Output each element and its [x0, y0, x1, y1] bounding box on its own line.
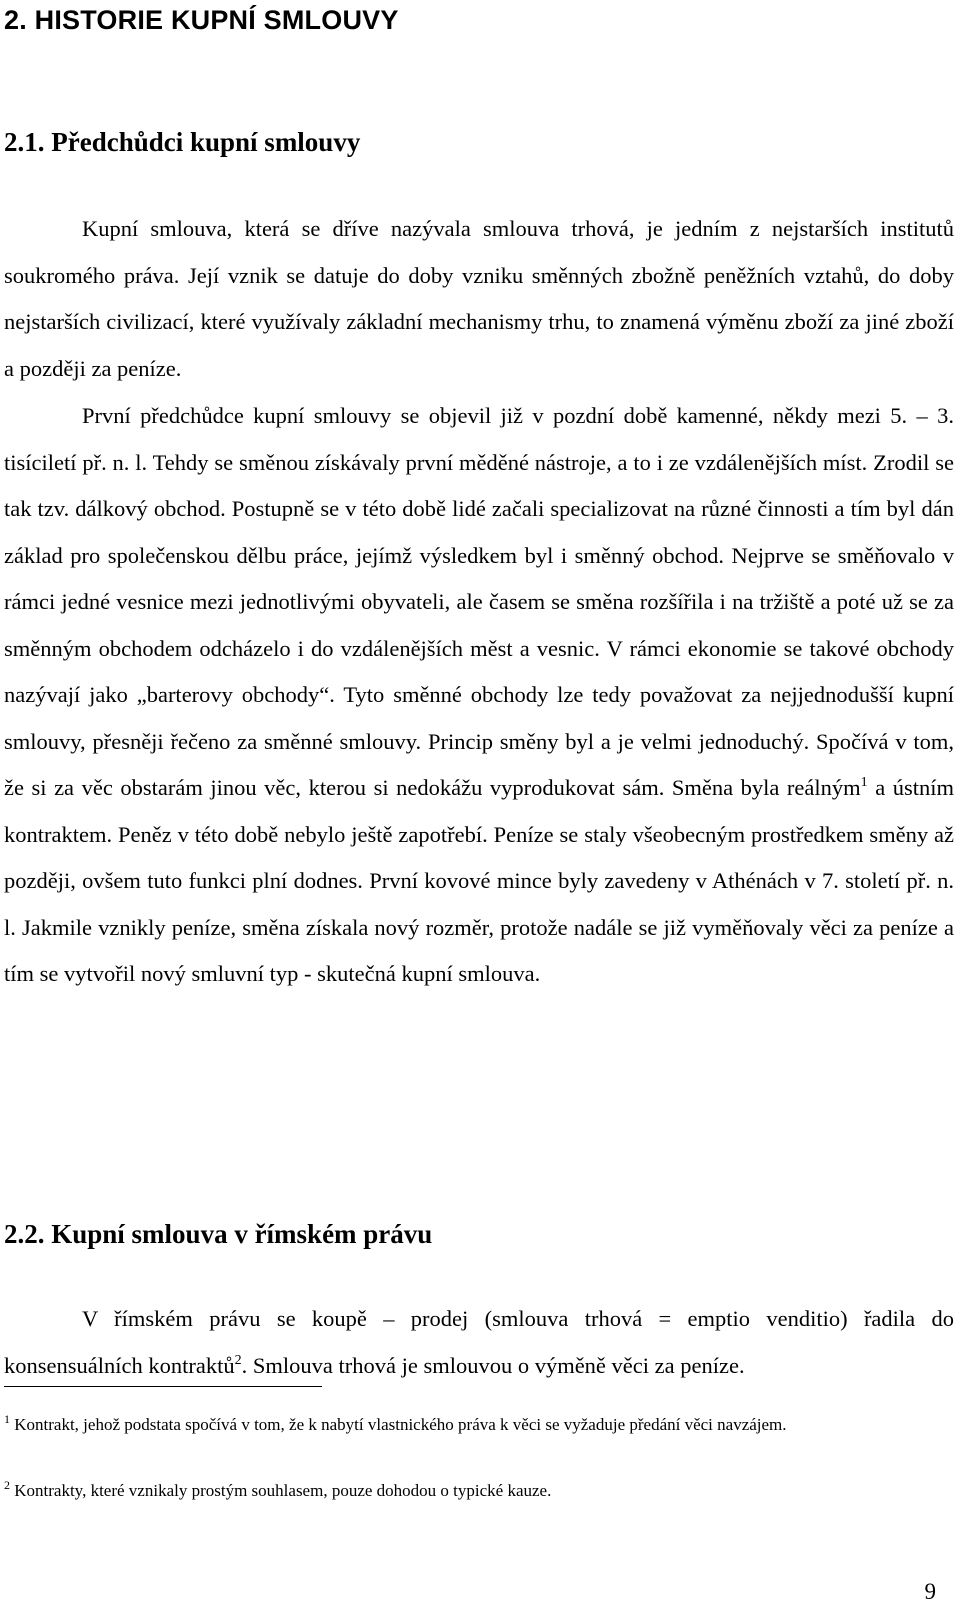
chapter-heading: 2. HISTORIE KUPNÍ SMLOUVY [4, 5, 399, 35]
page-number: 9 [924, 1579, 936, 1604]
paragraph-3 [4, 1296, 954, 1389]
footnote-2-number: 2 [4, 1478, 10, 1492]
footnote-ref-1: 1 [860, 775, 868, 790]
paragraph-2-text-end: a ústním kontraktem. Peněz v této době nebylo ještě zapotřebí. Peníze se staly všeobecným prostředkem směny až později, ovšem tuto funkci plní dodnes. První kovové mince byly zavedeny v Athénách v 7. století př. n. l. Jakmile vznikly peníze, směna získala nový rozměr, protože nadále se již vyměňovaly věci za peníze a tím se vytvořil nový smluvní typ - skutečná kupní smlouva. [4, 775, 954, 986]
footnote-ref-2: 2 [234, 1352, 242, 1368]
footnote-2 [4, 1480, 954, 1502]
footnote-1-number: 1 [4, 1412, 10, 1426]
footnote-1-text: Kontrakt, jehož podstata spočívá v tom, že k nabytí vlastnického práva k věci se vyžaduje předání věci navzájem. [10, 1415, 787, 1434]
paragraph-1: Kupní smlouva, která se dříve nazývala smlouva trhová, je jedním z nejstarších institutů soukromého práva. Její vznik se datuje do doby vzniku směnných zbožně peněžních vztahů, do doby nejstarších civilizací, které využívaly základní mechanismy trhu, to znamená výměnu zboží za jiné zboží a později za peníze. [4, 216, 954, 381]
footnote-separator [4, 1386, 322, 1387]
paragraph-2 [4, 393, 954, 998]
footnote-1 [4, 1414, 954, 1436]
paragraph-2-text-start: První předchůdce kupní smlouvy se objevil již v pozdní době kamenné, někdy mezi 5. – 3. tisíciletí př. n. l. Tehdy se směnou získávaly první měděné nástroje, a to i ze vzdálenějších míst. Zrodil se tak tzv. dálkový obchod. Postupně se v této době lidé začali specializovat na různé činnosti a tím byl dán základ pro společenskou dělbu práce, jejímž výsledkem byl i směnný obchod. Nejprve se směňovalo v rámci jedné vesnice mezi jednotlivými obyvateli, ale časem se směna rozšířila i na tržiště a poté už se za směnným obchodem odcházelo i do vzdálenějších měst a vesnic. V rámci ekonomie se takové obchody nazývají jako „barterovy obchody“. Tyto směnné obchody lze tedy považovat za nejjednodušší kupní smlouvy, přesněji řečeno za směnné smlouvy. Princip směny byl a je velmi jednoduchý. Spočívá v tom, že si za věc obstarám jinou věc, kterou si nedokážu vyprodukovat sám. Směna byla reálným [4, 403, 954, 800]
footnote-2-text: Kontrakty, které vznikaly prostým souhlasem, pouze dohodou o typické kauze. [10, 1481, 552, 1500]
section-heading-2-1: 2.1. Předchůdci kupní smlouvy [4, 127, 361, 157]
paragraph-3-text-end: . Smlouva trhová je smlouvou o výměně věci za peníze. [241, 1352, 745, 1378]
section-heading-2-2: 2.2. Kupní smlouva v římském právu [4, 1219, 433, 1249]
paragraph-3-text-start: V římském právu se koupě – prodej (smlouva trhová = emptio venditio) řadila do konsensuálních kontraktů [4, 1306, 954, 1378]
